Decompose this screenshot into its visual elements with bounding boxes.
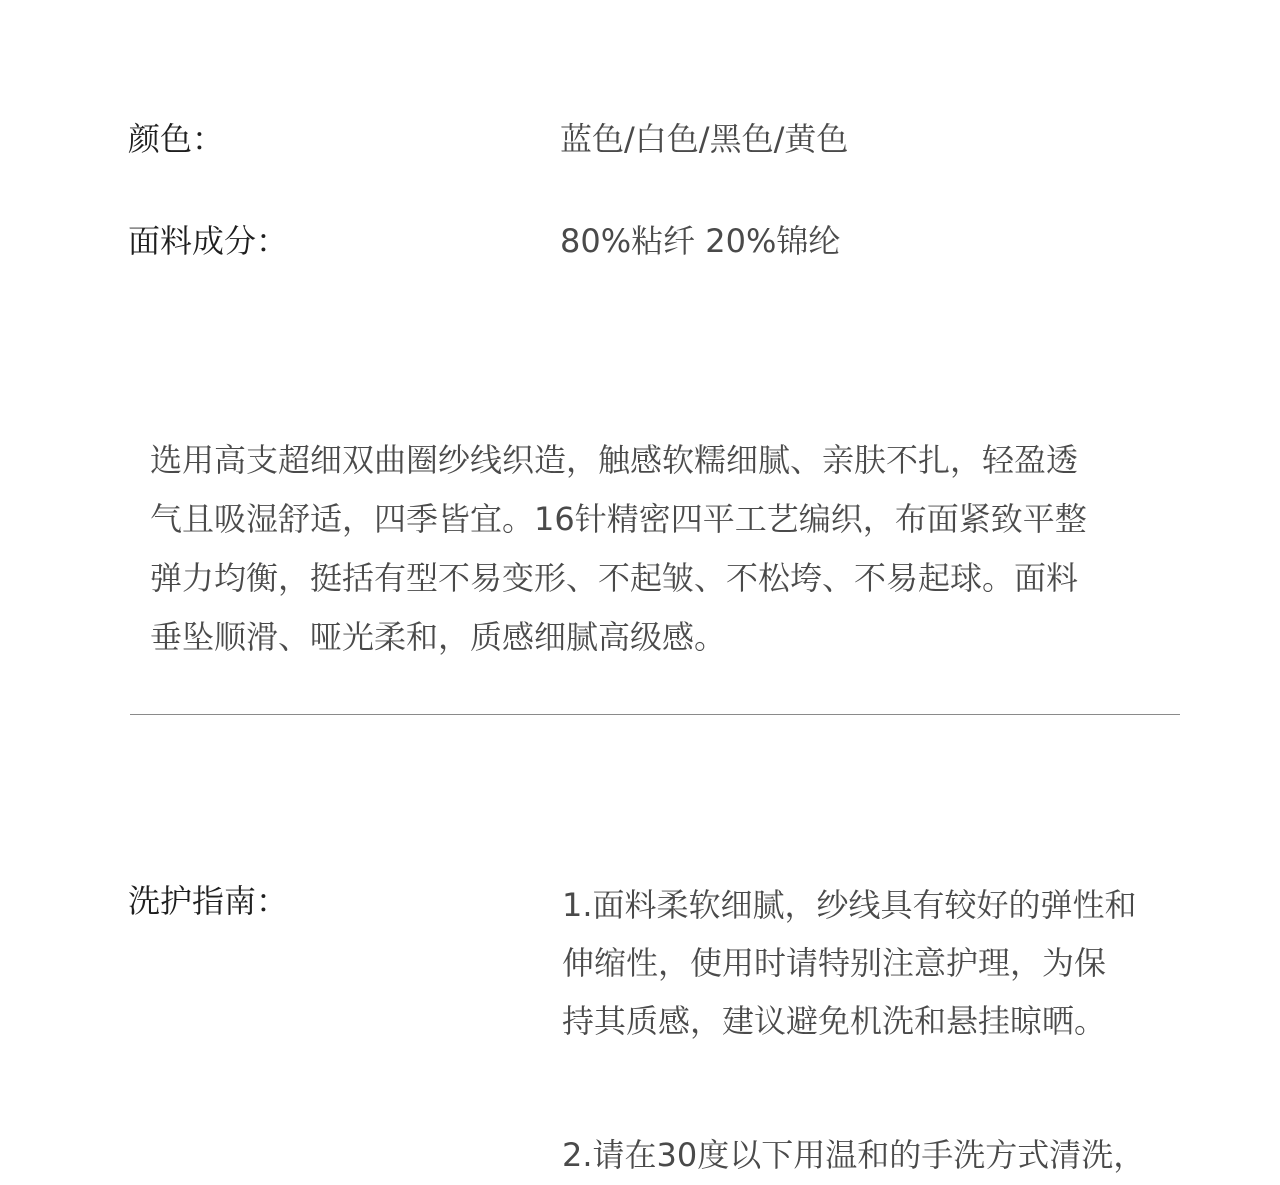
care-item-1 — [562, 876, 1262, 1050]
care-guide-label: 洗护指南： — [128, 882, 289, 920]
description-line: 垂坠顺滑、哑光柔和，质感细腻高级感。 — [150, 618, 727, 656]
care-item-line: 持其质感，建议避免机洗和悬挂晾晒。 — [562, 1002, 1107, 1040]
fabric-value: 80%粘纤 20%锦纶 — [560, 222, 841, 260]
care-item-2 — [562, 1126, 1262, 1184]
product-description — [150, 431, 1190, 667]
care-item-line: 2.请在30度以下用温和的手洗方式清洗， — [562, 1136, 1146, 1174]
section-divider — [130, 714, 1180, 715]
color-value: 蓝色/白色/黑色/黄色 — [560, 120, 849, 158]
color-label: 颜色： — [128, 120, 225, 158]
spec-row-color — [0, 114, 1280, 164]
fabric-label: 面料成分： — [128, 222, 289, 260]
care-item-line: 1.面料柔软细腻，纱线具有较好的弹性和 — [562, 886, 1137, 924]
description-line: 气且吸湿舒适，四季皆宜。16针精密四平工艺编织，布面紧致平整 — [150, 500, 1087, 538]
description-line: 选用高支超细双曲圈纱线织造，触感软糯细腻、亲肤不扎，轻盈透 — [150, 441, 1079, 479]
description-line: 弹力均衡，挺括有型不易变形、不起皱、不松垮、不易起球。面料 — [150, 559, 1079, 597]
care-item-line: 伸缩性，使用时请特别注意护理，为保 — [562, 944, 1107, 982]
spec-row-fabric — [0, 216, 1280, 266]
